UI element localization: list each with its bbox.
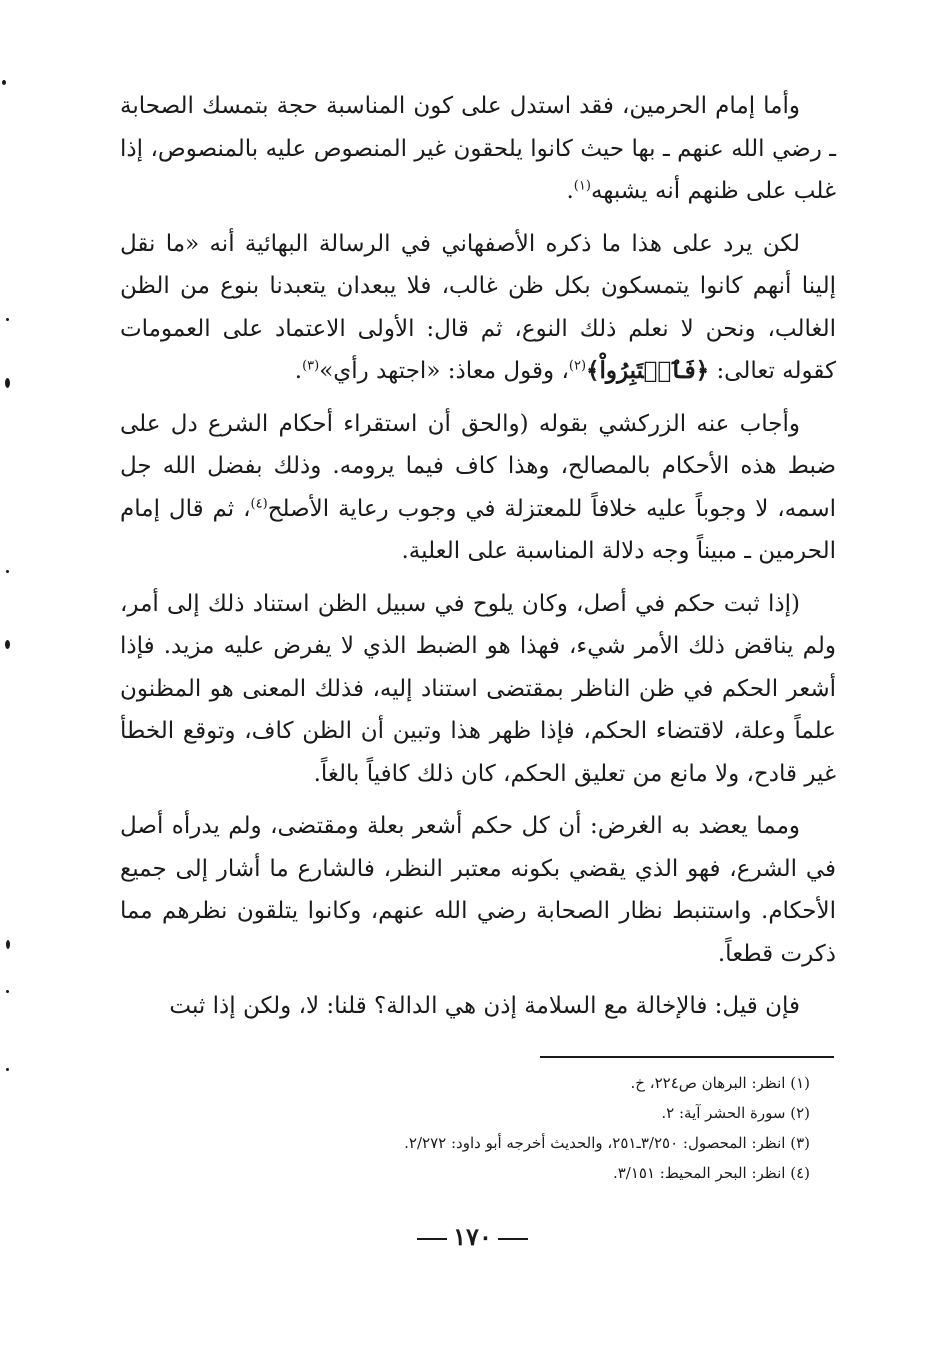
dash-left bbox=[417, 1238, 447, 1240]
paragraph-2 bbox=[120, 223, 836, 393]
quran-verse: ﴿فَٱعۡتَبِرُواْ﴾ bbox=[586, 357, 710, 384]
scan-mark bbox=[5, 640, 10, 649]
footnote-ref: (٣) bbox=[302, 358, 320, 374]
page-number bbox=[0, 1222, 945, 1251]
scan-mark bbox=[2, 80, 6, 85]
paragraph-end: . bbox=[566, 178, 574, 204]
paragraph-end: . bbox=[294, 358, 303, 384]
scan-mark bbox=[6, 318, 9, 321]
paragraph-6 bbox=[120, 985, 836, 1028]
footnote-3: (٣) انظر: المحصول: ٣/٢٥٠ـ٢٥١، والحديث أخرجه أبو داود: ٢/٢٧٢. bbox=[404, 1134, 810, 1152]
paragraph-text: لكن يرد على هذا ما ذكره الأصفهاني في الرسالة البهائية أنه «ما نقل إلينا أنهم كانوا يتمسكون بكل ظن غالب، فلا يبعدان يتعبدنا بنوع من الظن الغالب، ونحن لا نعلم ذلك النوع، ثم قال: الأولى الاعتماد على العمومات كقوله تعالى: bbox=[120, 230, 836, 384]
scan-mark bbox=[6, 940, 10, 949]
footnote-4: (٤) انظر: البحر المحيط: ٣/١٥١. bbox=[612, 1164, 810, 1182]
scan-mark bbox=[6, 570, 9, 573]
page-number-value: ١٧٠ bbox=[453, 1222, 492, 1251]
paragraph-5 bbox=[120, 805, 836, 975]
footnote-divider bbox=[540, 1056, 834, 1058]
footnotes bbox=[200, 1068, 810, 1188]
scan-mark bbox=[5, 378, 10, 388]
paragraph-text-continued: ، وقول معاذ: «اجتهد رأي» bbox=[319, 358, 569, 384]
footnote-ref: (١) bbox=[573, 178, 591, 194]
paragraph-end: ، ثم قال إمام الحرمين ـ مبيناً وجه دلالة المناسبة على العلية. bbox=[120, 495, 836, 564]
scan-mark bbox=[6, 1068, 9, 1071]
footnote-ref: (٢) bbox=[568, 358, 587, 374]
dash-right bbox=[498, 1238, 528, 1240]
paragraph-4 bbox=[120, 583, 836, 796]
paragraph-text: فإن قيل: فالإخالة مع السلامة إذن هي الدالة؟ قلنا: لا، ولكن إذا ثبت bbox=[169, 993, 800, 1019]
paragraph-text: (إذا ثبت حكم في أصل، وكان يلوح في سبيل الظن استناد ذلك إلى أمر، ولم يناقض ذلك الأمر شيء، فهذا هو الضبط الذي لا يفرض عليه مزيد. فإذا أشعر الحكم في ظن الناظر بمقتضى استناد إليه، فذلك المعنى هو المظنون علماً وعلة، لاقتضاء الحكم، فإذا ظهر هذا وتبين أن الظن كاف، وتوقع الخطأ غير قادح، ولا مانع من تعليق الحكم، كان ذلك كافياً بالغاً. bbox=[120, 590, 836, 787]
paragraph-text: ومما يعضد به الغرض: أن كل حكم أشعر بعلة ومقتضى، ولم يدرأه أصل في الشرع، فهو الذي يقضي بكونه معتبر النظر، فالشارع ما أشار إلى جميع الأحكام. واستنبط نظار الصحابة رضي الله عنهم، وكانوا يتلقون نظرهم مما ذكرت قطعاً. bbox=[120, 813, 836, 967]
paragraph-text: وأما إمام الحرمين، فقد استدل على كون المناسبة حجة بتمسك الصحابة ـ رضي الله عنهم ـ بها حيث كانوا يلحقون غير المنصوص عليه بالمنصوص، إذا غلب على ظنهم أنه يشبهه bbox=[120, 93, 836, 204]
scan-mark bbox=[6, 990, 9, 993]
paragraph-1 bbox=[120, 85, 836, 213]
main-text bbox=[120, 85, 836, 1038]
footnote-1: (١) انظر: البرهان ص٢٢٤، خ. bbox=[630, 1074, 810, 1092]
paragraph-3 bbox=[120, 403, 836, 573]
paragraph-text: وأجاب عنه الزركشي بقوله (والحق أن استقراء أحكام الشرع دل على ضبط هذه الأحكام بالمصالح، وهذا كاف فيما يرومه. وذلك بفضل الله جل اسمه، لا وجوباً عليه خلافاً للمعتزلة في وجوب رعاية الأصلح bbox=[120, 410, 836, 522]
footnote-ref: (٤) bbox=[250, 495, 268, 511]
footnote-2: (٢) سورة الحشر آية: ٢. bbox=[661, 1104, 810, 1122]
